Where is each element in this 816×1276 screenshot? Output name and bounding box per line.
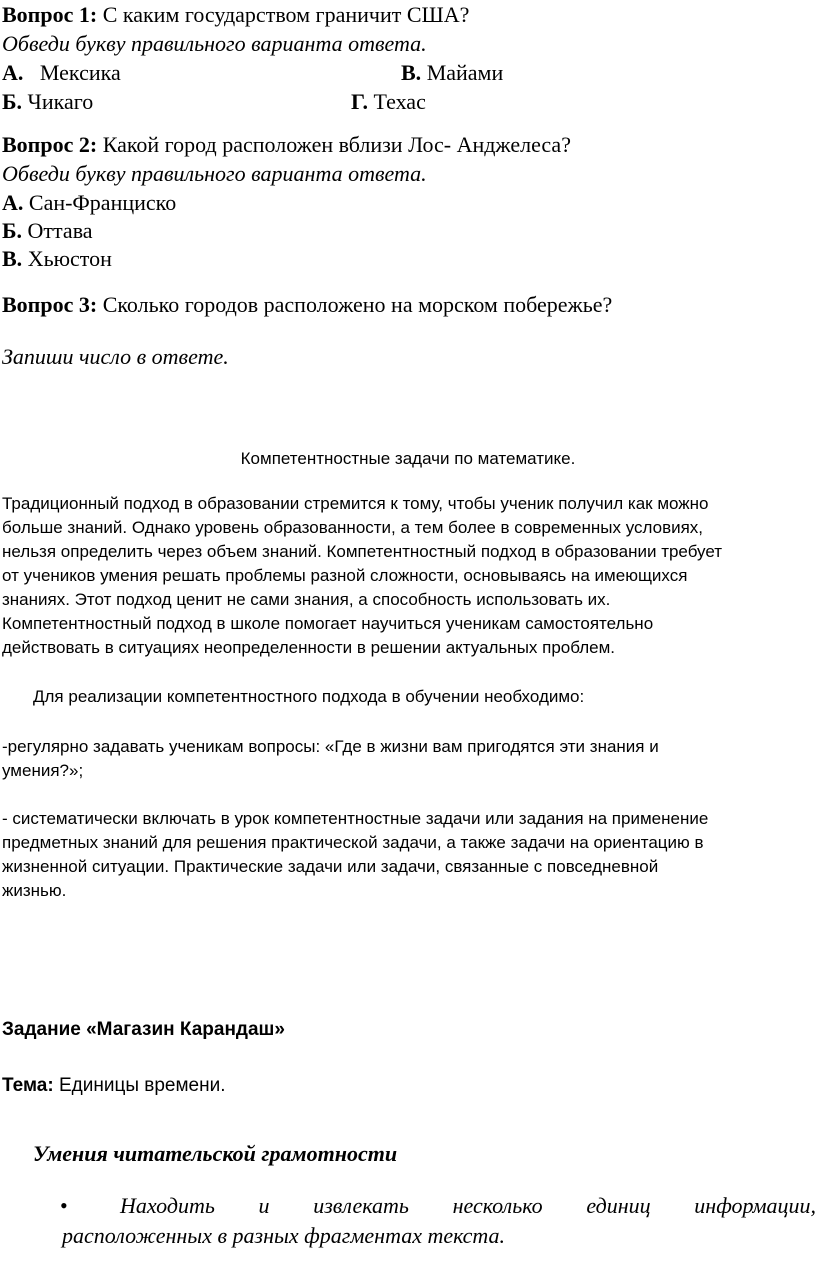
question-2-heading xyxy=(2,130,571,159)
requirements-intro: Для реализации компетентностного подхода в обучении необходимо: xyxy=(33,687,585,706)
question-2-text: Какой город расположен вблизи Лос- Анджелеса? xyxy=(102,132,571,157)
question-2-option-a: А. Сан-Франциско xyxy=(2,190,177,215)
section-title: Компетентностные задачи по математике. xyxy=(240,449,576,468)
question-2-option-b: Б. Оттава xyxy=(2,218,93,243)
question-3-heading xyxy=(2,290,612,319)
question-2-number: Вопрос 2: xyxy=(2,132,98,157)
question-1-option-g: Г. Техас xyxy=(351,89,426,114)
task-topic xyxy=(2,1074,226,1098)
requirement-item-2: - систематически включать в урок компетентностные задачи или задания на применение предметных знаний для решения практической задачи, а также задачи на ориентацию в жизненной ситуации. Практические задачи или задачи, связанные с повседневной жизнью. xyxy=(2,809,709,900)
question-2-option-v: В. Хьюстон xyxy=(2,246,112,271)
requirement-item-1: -регулярно задавать ученикам вопросы: «Где в жизни вам пригодятся эти знания и умения?»; xyxy=(2,737,659,780)
question-1-instruction: Обведи букву правильного варианта ответа. xyxy=(2,31,427,56)
bullet-icon: • xyxy=(60,1193,68,1218)
question-2-instruction: Обведи букву правильного варианта ответа. xyxy=(2,161,427,186)
article-paragraph-1: Традиционный подход в образовании стремится к тому, чтобы ученик получил как можно больше знаний. Однако уровень образованности, а тем более в современных условиях, нельзя определить через объем знаний. Компетентностный подход в образовании требует от учеников умения решать проблемы разной сложности, основываясь на имеющихся знаниях. Этот подход ценит не сами знания, а способность использовать их. Компетентностный подход в школе помогает научиться ученикам самостоятельно действовать в ситуациях неопределенности в решении актуальных проблем. xyxy=(2,494,723,657)
question-1-text: С каким государством граничит США? xyxy=(102,2,470,27)
question-1-option-a: А. Мексика xyxy=(2,60,121,85)
question-1-heading xyxy=(2,0,469,29)
question-1-option-v: В. Майами xyxy=(401,60,504,85)
question-3-instruction: Запиши число в ответе. xyxy=(2,344,229,369)
skills-list-item: • Находить и извлекать несколько единиц информации, расположенных в разных фрагментах текста. xyxy=(60,1193,816,1248)
task-title: Задание «Магазин Карандаш» xyxy=(2,1019,285,1040)
question-1-option-b: Б. Чикаго xyxy=(2,89,94,114)
task-topic-value: Единицы времени. xyxy=(58,1075,226,1096)
skills-heading: Умения читательской грамотности xyxy=(33,1141,398,1166)
question-3-text: Сколько городов расположено на морском побережье? xyxy=(102,292,613,317)
question-3-number: Вопрос 3: xyxy=(2,292,98,317)
question-1-number: Вопрос 1: xyxy=(2,2,98,27)
task-topic-label: Тема: xyxy=(2,1075,54,1096)
